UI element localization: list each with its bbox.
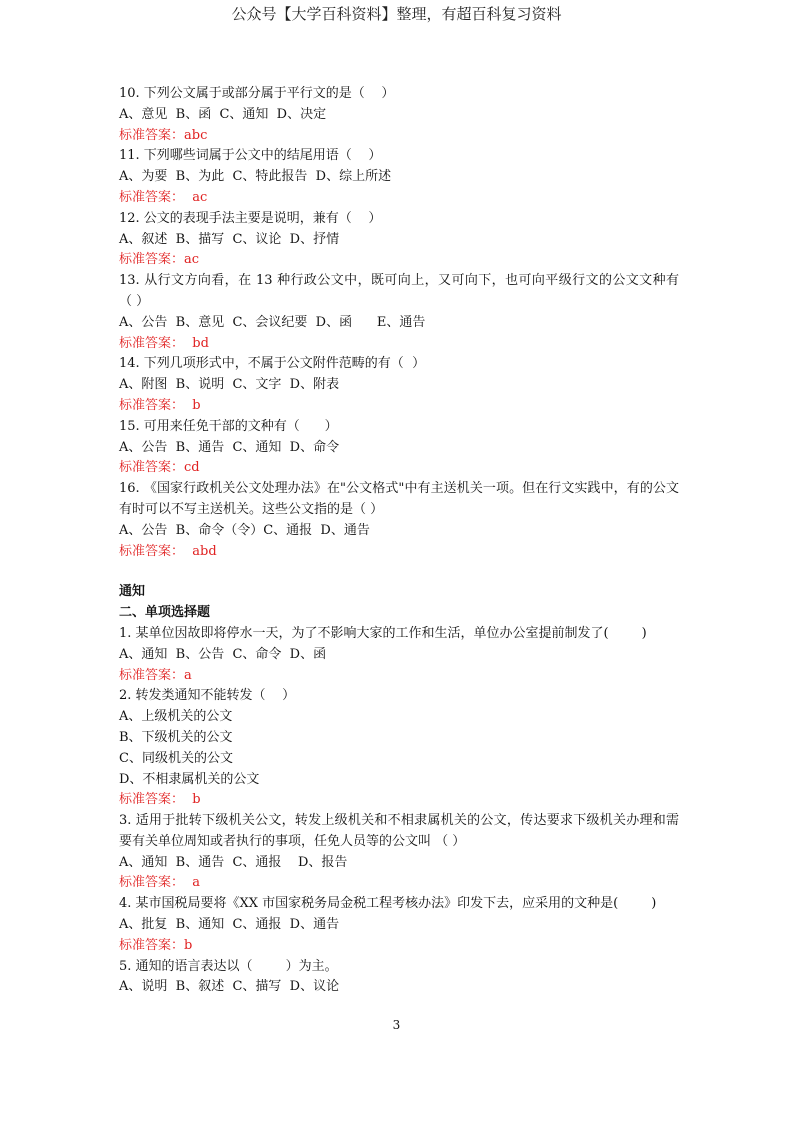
question-12 bbox=[119, 209, 679, 271]
question-options: A、意见 B、函 C、通知 D、决定 bbox=[119, 106, 327, 122]
question-option-c: C、同级机关的公文 bbox=[119, 750, 233, 766]
notice-question-2 bbox=[119, 686, 679, 811]
question-options: A、为要 B、为此 C、特此报告 D、综上所述 bbox=[119, 169, 392, 185]
question-11 bbox=[119, 146, 679, 208]
question-options: A、公告 B、命令（令）C、通报 D、通告 bbox=[119, 522, 370, 538]
question-options: A、附图 B、说明 C、文字 D、附表 bbox=[119, 377, 340, 393]
question-text: 15. 可用来任免干部的文种有（ ） bbox=[119, 418, 338, 434]
standard-answer: 标准答案： a bbox=[119, 875, 201, 891]
standard-answer: 标准答案：a bbox=[119, 667, 192, 683]
question-text: 4. 某市国税局要将《XX 市国家税务局金税工程考核办法》印发下去，应采用的文种是( ) bbox=[119, 896, 657, 912]
standard-answer: 标准答案： bd bbox=[119, 335, 209, 351]
notice-question-4 bbox=[119, 894, 679, 956]
section-spacer bbox=[119, 562, 679, 582]
standard-answer: 标准答案： abd bbox=[119, 543, 217, 559]
question-options: A、公告 B、通告 C、通知 D、命令 bbox=[119, 439, 340, 455]
page-number: 3 bbox=[392, 1018, 401, 1032]
question-text: 14. 下列几项形式中，不属于公文附件范畴的有（ ） bbox=[119, 356, 426, 372]
question-options: A、叙述 B、描写 C、议论 D、抒情 bbox=[119, 231, 340, 247]
question-text: 13. 从行文方向看，在 13 种行政公文中，既可向上，又可向下，也可向平级行文的公文文种有 （ ） bbox=[119, 273, 679, 309]
question-option-d: D、不相隶属机关的公文 bbox=[119, 771, 260, 787]
standard-answer: 标准答案： ac bbox=[119, 189, 208, 205]
question-option-b: B、下级机关的公文 bbox=[119, 729, 233, 745]
question-15 bbox=[119, 417, 679, 479]
standard-answer: 标准答案：b bbox=[119, 937, 193, 953]
notice-question-3 bbox=[119, 811, 679, 894]
section-title: 通知 bbox=[119, 584, 146, 600]
question-text: 3. 适用于批转下级机关公文，转发上级机关和不相隶属机关的公文，传达要求下级机关办理和需要有关单位周知或者执行的事项，任免人员等的公文叫 （ ） bbox=[119, 813, 679, 849]
question-options: A、通知 B、公告 C、命令 D、函 bbox=[119, 646, 327, 662]
question-text: 11. 下列哪些词属于公文中的结尾用语（ ） bbox=[119, 148, 382, 164]
notice-question-1 bbox=[119, 624, 679, 686]
question-options: A、通知 B、通告 C、通报 D、报告 bbox=[119, 854, 348, 870]
standard-answer: 标准答案： b bbox=[119, 397, 201, 413]
question-options: A、说明 B、叙述 C、描写 D、议论 bbox=[119, 979, 340, 995]
question-text: 12. 公文的表现手法主要是说明，兼有（ ） bbox=[119, 210, 382, 226]
standard-answer: 标准答案：cd bbox=[119, 460, 200, 476]
standard-answer: 标准答案： b bbox=[119, 792, 201, 808]
question-14 bbox=[119, 354, 679, 416]
question-10 bbox=[119, 84, 679, 146]
notice-question-5 bbox=[119, 957, 679, 999]
question-options: A、批复 B、通知 C、通报 D、通告 bbox=[119, 917, 340, 933]
question-text: 1. 某单位因故即将停水一天，为了不影响大家的工作和生活，单位办公室提前制发了( ) bbox=[119, 625, 647, 641]
question-text: 10. 下列公文属于或部分属于平行文的是（ ） bbox=[119, 86, 395, 101]
question-text: 5. 通知的语言表达以（ ）为主。 bbox=[119, 958, 338, 974]
question-16 bbox=[119, 479, 679, 562]
page-header: 公众号【大学百科资料】整理，有超百科复习资料 bbox=[231, 5, 562, 23]
standard-answer: 标准答案：ac bbox=[119, 252, 200, 268]
question-text: 2. 转发类通知不能转发（ ） bbox=[119, 688, 296, 704]
standard-answer: 标准答案：abc bbox=[119, 127, 208, 143]
question-options: A、公告 B、意见 C、会议纪要 D、函 E、通告 bbox=[119, 314, 426, 330]
question-option-a: A、上级机关的公文 bbox=[119, 709, 233, 725]
question-13 bbox=[119, 271, 679, 354]
section-subtitle: 二、单项选择题 bbox=[119, 605, 211, 621]
document-body bbox=[119, 84, 679, 998]
question-text: 16. 《国家行政机关公文处理办法》在"公文格式"中有主送机关一项。但在行文实践中，有的公文有时可以不写主送机关。这些公文指的是（ ） bbox=[119, 481, 679, 517]
